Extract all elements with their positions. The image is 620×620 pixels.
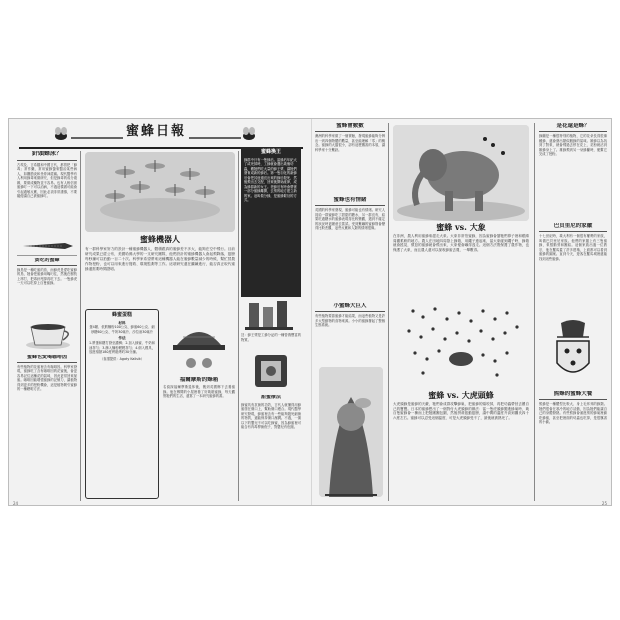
coat-of-arms-icon [549,319,597,385]
article-king-title: 蜜蜂換王 [260,149,281,155]
article-sherlock [163,377,235,497]
article-needle-body: 古埃及、古希臘和中國古代，都曾把「蜂毒」常作藥，常用蜜蜂螫來醫治某些病人，如關節炎和坐骨神經痛。現代醫學有人利用蜂毒來做研究，但是蜂毒的成分複雜，要做成藥物並不容易。也有人相信被蜜蜂叮一下可以治病，不過這樣做可能會引起過敏反應，因此必須非常謹慎，不要隨便讓自己被蜜蜂叮。 [17,162,77,199]
magazine-spread [8,118,612,506]
article-bumblebee [539,391,607,501]
article-king-note [241,333,301,347]
robot-bee-illustration [85,152,235,232]
article-elephant [393,223,529,293]
title-rule [539,399,607,400]
article-cake [85,309,159,499]
column-rule [80,151,81,501]
article-robot-body: 有一群科學家努力的設計一種蜜蜂機器人，體積跟真的蜜蜂差不多大，能夠在空中飛行。目前研究成果已經公布，美國哈佛大學的一支研究團隊，他們設計的蜜蜂機器人會起飛降落，翅膀每秒鐘可以拍動一百二十次。科學家希望將來這種機器人能在蜜蜂數量減少的時候，幫忙替農作物授粉，也可以用來進行搜救、環境監測等工作。這項研究還在繼續進行，能否真正取代蜜蜂還需要時間證明。 [85,246,235,271]
cake-ingredients-label: 材料 [118,320,126,325]
article-giant [315,303,385,365]
article-giant-title: 小蜜蜂大巨人 [333,303,367,309]
article-count [315,123,385,195]
elephant-icon [393,125,529,221]
article-eater-title: 貪吃的蜜蜂 [34,258,60,263]
title-rule [315,311,385,312]
article-coffee [17,355,77,505]
cake-steps: 1.將蛋和糖打發至濃稠；2.加入蜂蜜、牛奶和油拌勻；3.篩入麵粉輕輕拌勻；4.倒入模具，放進預熱180度烤箱烤約30分鐘。 [89,341,155,355]
needle-illustration [23,241,73,251]
article-flower-body: 蜂蘭是一種很特別的植物，它的花朵長得很像雌蜂，還會發出類似雌蜂的氣味。雄蜂以為找到了對象，就會飛過去停在花上，花粉就沾到雄蜂身上了。雄蜂飛到另一朵蜂蘭時，便幫它完成了授粉。 [539,134,607,157]
article-flower-title: 是花還是蜂？ [556,123,590,129]
sherlock-hat-icon [163,315,235,375]
article-barberini-body: 十七世紀時，義大利有一個很有權勢的家族，叫做巴貝里尼家族。他們的家徽上有三隻蜜蜂，象徵勤勞和團結。這個家族出過一位教宗，他在羅馬蓋了許多建築，上面都可以看到蜜蜂的圖案。直到今天，遊客在羅馬城裡還能找到這些蜜蜂。 [539,234,607,261]
article-flower [539,123,607,223]
article-needle [17,151,77,251]
cake-ingredients: 蛋4顆、低筋麵粉100公克、蜂蜜60公克、細砂糖60公克、牛奶30毫升、沙拉油30毫升 [89,325,155,334]
elephant-illustration [393,125,529,221]
column-rule [388,123,389,501]
article-emotion-title: 蜜蜂也有情緒 [333,197,367,203]
needle-icon [23,241,73,251]
column-rule [534,123,535,501]
title-rule [315,131,385,132]
article-hornet-body: 大虎頭蜂是蜜蜂的天敵，牠們會成群攻擊蜂巢，把蜜蜂的頭咬掉，再把幼蟲帶回去餵自己的寶寶。日本的蜜蜂想出了一個對付大虎頭蜂的辦法：當一隻虎頭蜂闖進蜂巢時，幾百隻蜜蜂會一擁而上把牠團團包圍，然後拼命振動翅膀，讓中間的溫度升高到攝氏四十六度左右。蜜蜂可以忍受這個溫度，可是大虎頭蜂受不了，最後就被熱死了。 [393,401,529,421]
article-hornet-title: 蜜蜂 vs. 大虎頭蜂 [428,391,494,400]
article-barberini [539,223,607,315]
article-robot-title: 蜜蜂機器人 [140,235,180,244]
article-elephant-body: 在非洲，農人利用蜜蜂來趕走大象。大象非常怕蜜蜂，因為蜜蜂會螫牠們鼻子裡和眼睛周圍柔軟的地方。農人在田地四周掛上蜂箱，用繩子連起來，當大象碰到繩子時，蜂箱就會搖晃，憤怒的蜜蜂就會飛出來，大象便會嚇得逃走。這個方法既保護了農作物，也保護了大象，而且農人還可以採收蜂蜜去賣，一舉數得。 [393,233,529,253]
sherlock-illustration [163,315,235,375]
page-number-right: 25 [601,501,607,506]
coat-of-arms-illustration [549,319,597,385]
article-eater-body: 蜂鳥是一種吃蜜的鳥，而蜂虎是愛吃蜜蜂的鳥，牠會把蜜蜂用嘴叼住，然後在樹枝上摔打，把毒針甩掉再吃下去。一隻蜂虎一天可以吃掉上百隻蜜蜂。 [17,267,77,285]
masthead [47,122,263,146]
article-emotion [315,197,385,301]
cake-credit: （食譜提供：Agaty Kalisik） [99,356,145,361]
article-hornet [393,391,529,501]
article-needle-title: 針頭蜂尿？ [31,151,62,157]
article-coffee-body: 有些植物的花蜜裡含有咖啡因。科學家發現，蜜蜂吃了含有咖啡因的花蜜後，會更容易記住這種花的氣味，因此更常回來採蜜。咖啡因能增強蜜蜂的記憶力，讓植物得到更多的授粉機會，這是植物吸引蜜蜂的一種聰明方法。 [17,364,77,391]
article-cake-title: 蜂蜜蛋糕 [111,312,132,318]
article-king-body: 蜂群中只有一隻蜂后。當蜂后年紀大了或死掉時，工蜂就會選出幾個幼蟲，餵牠們吃大量的蜂王漿，讓牠們發育成新的蜂后。第一隻羽化的新蜂后會把其他還沒出來的蜂后殺死，然後飛出去交配，回來後開始產卵，成為蜂群新的女王。老蜂后有時會帶著一部分蜜蜂離開，去別的地方建立新的家。這叫做分蜂，是蜜蜂繁衍的方式。 [244,157,297,202]
article-sherlock-body: 名偵探福爾摩斯退休後，搬到英國鄉下去養蜜蜂。他在鄉間的小屋裡養了好幾箱蜜蜂，每天觀察牠們的生活，還寫了一本研究蜜蜂的書。 [163,385,235,399]
cake-steps-label: 作法 [118,336,126,341]
article-count-title: 蜜蜂會數數 [336,123,364,129]
article-coffee-title: 蜜蜂也愛喝咖啡因 [26,355,67,360]
article-sherlock-title: 福爾摩斯的蜂箱 [179,377,219,383]
article-elephant-title: 蜜蜂 vs. 大象 [436,223,486,232]
bee-swarm-icon [393,297,529,389]
title-rule [539,231,607,232]
article-barberini-title: 巴貝里尼的家徽 [553,223,593,229]
page-gutter [311,119,312,505]
article-honey-therapy-body: 蜂蜜具有抗菌的功效，古代人就懂得用蜂蜜塗在傷口上，幫助傷口癒合。現代醫學研究發現，蜂蜜裡含有一些能夠殺死細菌的物質，還能保持傷口濕潤。不過，一歲以下的嬰兒不可以吃蜂蜜，因為蜂蜜裡可能含有肉毒桿菌孢子，對嬰兒有危險。 [241,402,301,429]
article-giant-body: 有些植物要靠蜜蜂才能結果，而這些植物又是許多大型動物的食物來源。小小的蜜蜂撐起了整個生態系統。 [315,314,385,328]
article-honey-therapy [241,395,301,499]
page-number-left: 24 [13,501,19,506]
title-rule [539,131,607,132]
swarm-illustration [393,297,529,389]
title-rule [17,160,77,161]
beehive-icon [241,299,301,333]
masthead-title: 蜜蜂日報 [125,124,186,139]
bird-tree-illustration [319,367,383,497]
article-robot [85,235,235,307]
article-emotion-body: 英國的科學家發現，蜜蜂可能也有情緒。研究人員給一群蜜蜂吃了甜甜的糖水，另一群沒有，結果吃過糖水的蜜蜂表現得比較樂觀，遇到不確定的狀況時更願意去嘗試。受到驚嚇的蜜蜂則會變得比較悲觀，這些反應和人類的情緒很像。 [315,208,385,231]
coffee-cup-illustration [23,315,73,351]
article-count-body: 澳洲的科學家做了一個實驗，發現蜜蜂能夠分辨出一到四個物體的數量，甚至能理解「零」的概念。蜜蜂的大腦很小，卻有這麼厲害的本領，讓科學家十分驚訝。 [315,134,385,152]
king-note-text: 註：蜂王漿是工蜂分泌的一種營養豐富的物質。 [241,333,301,342]
honey-jar-icon [249,349,293,393]
coffee-cup-icon [23,315,73,351]
article-honey-therapy-title: 甜蜜療法 [260,395,281,400]
title-rule [315,205,385,206]
title-rule [17,265,77,266]
article-bumblebee-body: 熊蜂是一種體型比較大、身上毛茸茸的蜂類。牠們很會在寒冷的地方活動，因為牠們能讓自己的身體發熱。有些熊蜂會溜進別的蜂巢裡偷吃蜂蜜，甚至把裡面的幼蟲也吃掉，是很厲害的小偷。 [539,402,607,425]
bird-tree-icon [319,367,383,497]
article-bumblebee-title: 熊蜂的蜜蜂大餐 [553,391,593,397]
jar-illustration [249,349,293,393]
article-king [241,147,301,297]
title-rule [17,362,77,363]
divider [17,255,77,256]
column-rule [238,151,239,501]
article-eater [17,258,77,314]
beehive-illustration [241,299,301,333]
robot-bee-icon [85,152,235,232]
